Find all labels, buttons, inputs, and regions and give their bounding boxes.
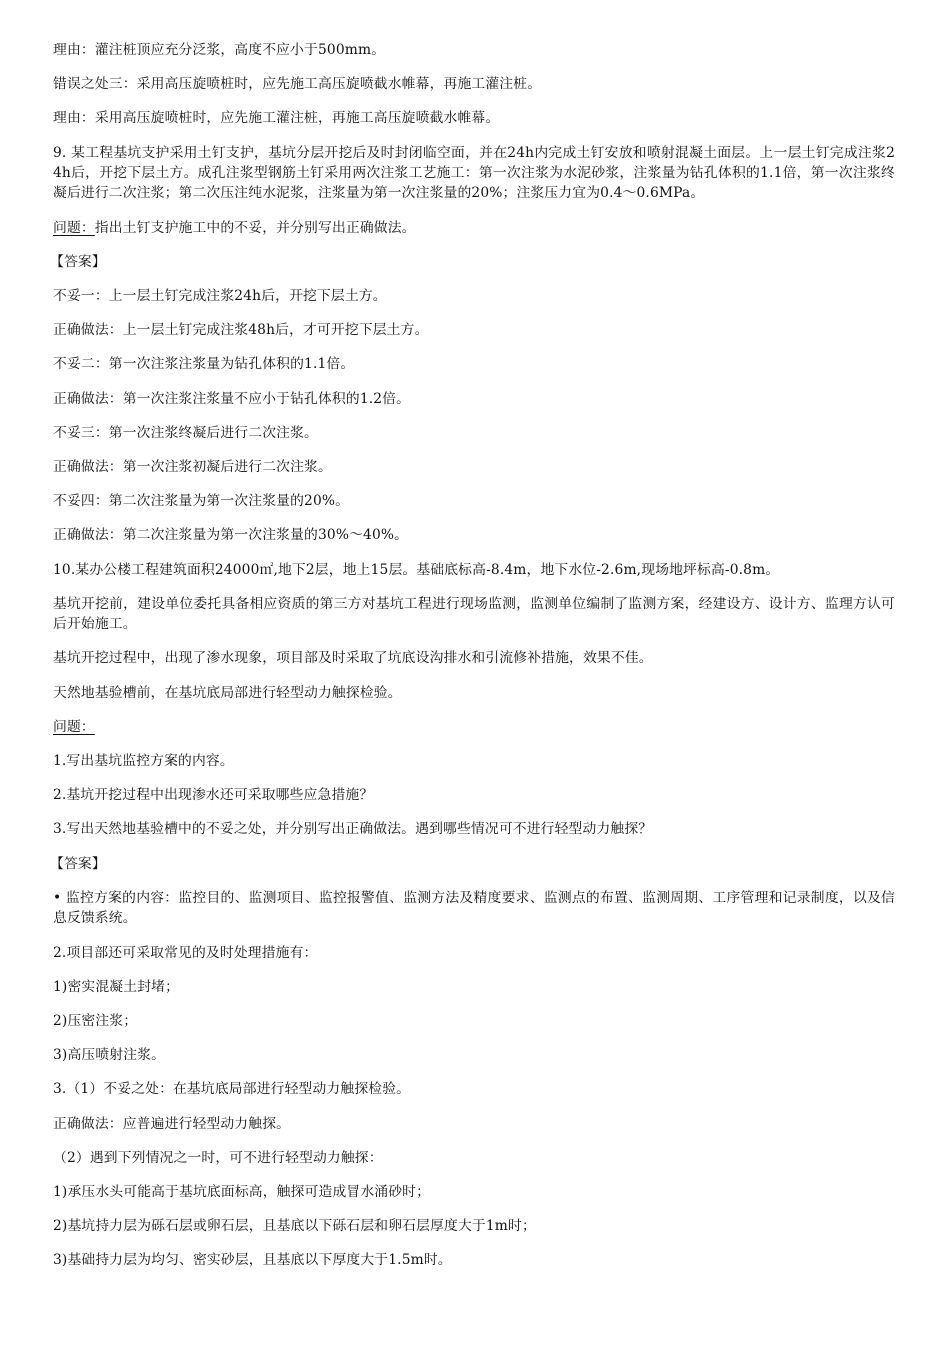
answer-line: 3)高压喷射注浆。 (53, 1047, 166, 1064)
answer-line: • 监控方案的内容：监控目的、监测项目、监控报警值、监测方法及精度要求、监测点的布置、监测周期、工序管理和记录制度，以及信息反馈系统。 (53, 889, 895, 927)
question-item: 1.写出基坑监控方案的内容。 (53, 753, 234, 770)
question-9 (53, 218, 895, 238)
answer-line: 2)压密注浆； (53, 1012, 138, 1029)
question-label: 问题： (53, 219, 95, 236)
answer-line: 3.（1）不妥之处：在基坑底局部进行轻型动力触探检验。 (53, 1081, 411, 1098)
case-10-paragraph: 10.某办公楼工程建筑面积24000㎡,地下2层，地上15层。基础底标高-8.4m，地下水位-2.6m,现场地坪标高-0.8m。 (53, 561, 780, 578)
answer-line: 1)承压水头可能高于基坑底面标高，触探可造成冒水涌砂时； (53, 1183, 431, 1200)
answer-line: 2)基坑持力层为砾石层或卵石层，且基底以下砾石层和卵石层厚度大于1m时； (53, 1218, 536, 1235)
answer-line: 正确做法：应普遍进行轻型动力触探。 (53, 1115, 291, 1132)
answer-line: 不妥四：第二次注浆量为第一次注浆量的20%。 (53, 493, 350, 510)
reason-paragraph: 理由：灌注桩顶应充分泛浆，高度不应小于500mm。 (53, 42, 386, 58)
question-text: 指出土钉支护施工中的不妥，并分别写出正确做法。 (94, 219, 416, 236)
answer-line: 正确做法：第一次注浆注浆量不应小于钻孔体积的1.2倍。 (53, 390, 411, 407)
question-10-label: 问题： (53, 718, 95, 735)
answer-heading: 【答案】 (50, 855, 106, 872)
error-paragraph: 错误之处三：采用高压旋喷桩时，应先施工高压旋喷截水帷幕，再施工灌注桩。 (53, 76, 542, 93)
answer-line: 不妥一：上一层土钉完成注浆24h后，开挖下层土方。 (53, 288, 387, 305)
question-item: 3.写出天然地基验槽中的不妥之处，并分别写出正确做法。遇到哪些情况可不进行轻型动力触探？ (53, 821, 653, 838)
answer-line: 3)基础持力层为均匀、密实砂层，且基底以下厚度大于1.5m时。 (53, 1252, 452, 1269)
answer-line: 不妥二：第一次注浆注浆量为钻孔体积的1.1倍。 (53, 356, 355, 373)
reason-paragraph: 理由：采用高压旋喷桩时，应先施工灌注桩，再施工高压旋喷截水帷幕。 (53, 110, 500, 127)
answer-line: 正确做法：上一层土钉完成注浆48h后，才可开挖下层土方。 (53, 322, 429, 339)
answer-line: 正确做法：第一次注浆初凝后进行二次注浆。 (53, 459, 332, 476)
document-page (50, 40, 895, 1285)
case-10-paragraph: 基坑开挖过程中，出现了渗水现象，项目部及时采取了坑底设沟排水和引流修补措施，效果不佳。 (53, 650, 653, 667)
answer-line: （2）遇到下列情况之一时，可不进行轻型动力触探： (53, 1149, 383, 1166)
answer-heading: 【答案】 (50, 253, 106, 270)
case-10-paragraph: 天然地基验槽前，在基坑底局部进行轻型动力触探检验。 (53, 684, 402, 701)
question-item: 2.基坑开挖过程中出现渗水还可采取哪些应急措施？ (53, 787, 374, 804)
case-9-paragraph: 9. 某工程基坑支护采用土钉支护，基坑分层开挖后及时封闭临空面，并在24h内完成土钉安放和喷射混凝土面层。上一层土钉完成注浆24h后，开挖下层土方。成孔注浆型钢筋土钉采用两次注浆工艺施工：第一次注浆为水泥砂浆，注浆量为钻孔体积的1.1倍，第一次注浆终凝后进行二次注浆；第二次压注纯水泥浆，注浆量为第一次注浆量的20%；注浆压力宜为0.4～0.6MPa。 (53, 144, 895, 202)
answer-line: 不妥三：第一次注浆终凝后进行二次注浆。 (53, 424, 318, 441)
answer-line: 2.项目部还可采取常见的及时处理措施有： (53, 944, 318, 961)
case-10-paragraph: 基坑开挖前，建设单位委托具备相应资质的第三方对基坑工程进行现场监测，监测单位编制了监测方案，经建设方、设计方、监理方认可后开始施工。 (53, 595, 895, 633)
answer-line: 正确做法：第二次注浆量为第一次注浆量的30%～40%。 (53, 527, 409, 544)
answer-line: 1)密实混凝土封堵； (53, 978, 180, 995)
